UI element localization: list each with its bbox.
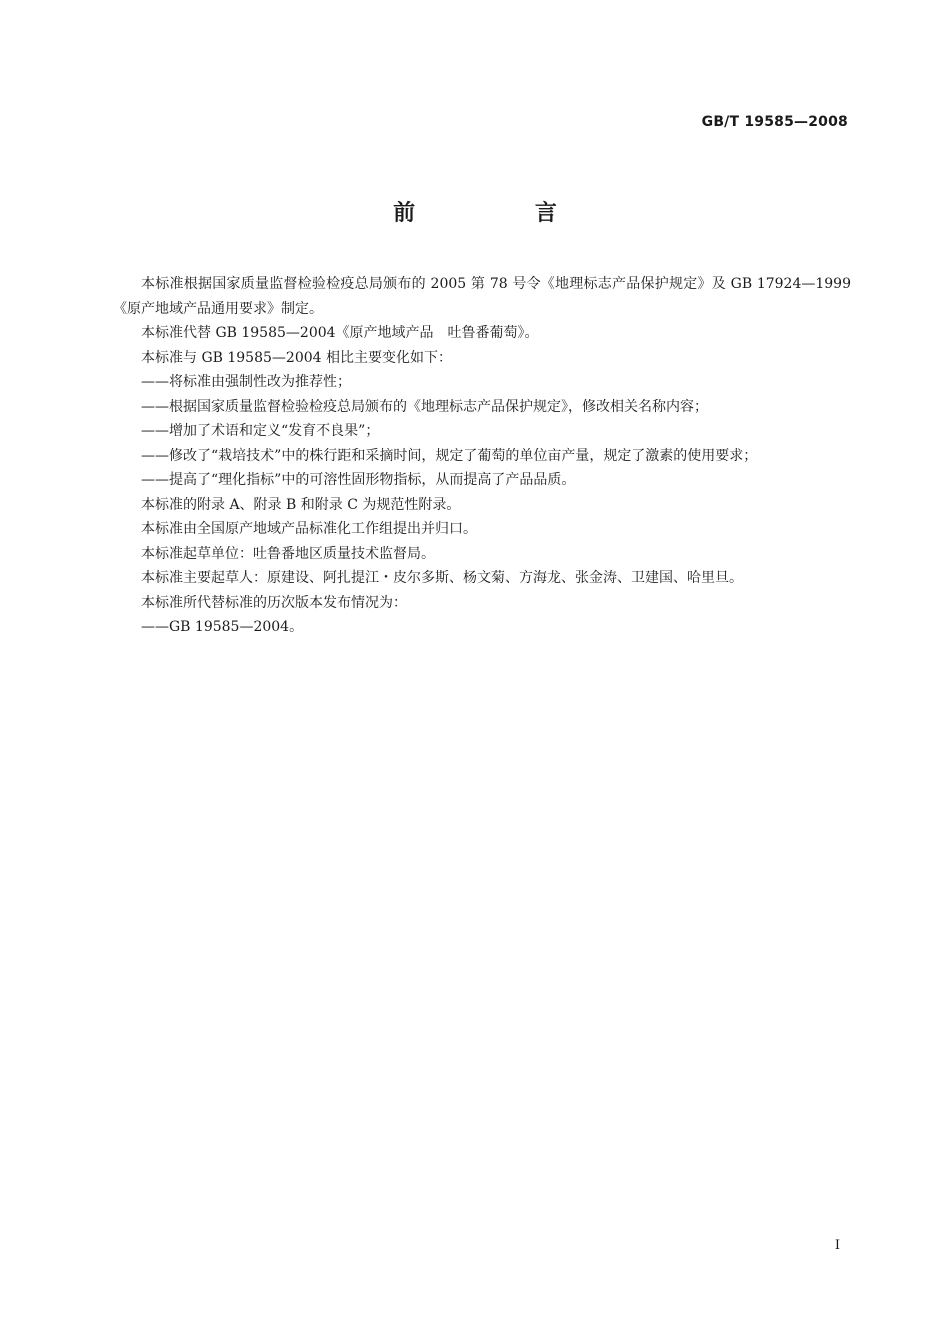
foreword-paragraph: 本标准主要起草人：原建设、阿扎提江・皮尔多斯、杨文菊、方海龙、张金涛、卫建国、哈里旦。: [141, 570, 743, 586]
version-history-item: ——GB 19585—2004。: [141, 619, 304, 635]
change-list-item: ——将标准由强制性改为推荐性；: [141, 374, 351, 390]
page-title: 前 言: [393, 201, 613, 226]
foreword-paragraph: 本标准所代替标准的历次版本发布情况为：: [141, 594, 407, 611]
foreword-paragraph: 本标准由全国原产地域产品标准化工作组提出并归口。: [141, 521, 477, 537]
foreword-paragraph: 本标准与 GB 19585—2004 相比主要变化如下：: [141, 349, 452, 366]
change-list-item: ——提高了“理化指标”中的可溶性固形物指标，从而提高了产品品质。: [141, 472, 576, 488]
standard-number: GB/T 19585—2008: [701, 114, 848, 130]
foreword-paragraph: 本标准根据国家质量监督检验检疫总局颁布的 2005 第 78 号令《地理标志产品保护规定》及 GB 17924—1999《原产地域产品通用要求》制定。: [113, 276, 851, 317]
change-list-item: ——根据国家质量监督检验检疫总局颁布的《地理标志产品保护规定》，修改相关名称内容；: [141, 398, 708, 415]
change-list-item: ——增加了术语和定义“发育不良果”；: [141, 423, 380, 439]
foreword-paragraph: 本标准代替 GB 19585—2004《原产地域产品 吐鲁番葡萄》。: [141, 325, 539, 341]
change-list-item: ——修改了“栽培技术”中的株行距和采摘时间，规定了葡萄的单位亩产量，规定了激素的使用要求；: [141, 447, 758, 464]
foreword-body: [113, 272, 851, 640]
foreword-paragraph: 本标准起草单位：吐鲁番地区质量技术监督局。: [141, 545, 435, 562]
page-number: I: [834, 1238, 840, 1253]
foreword-paragraph: 本标准的附录 A、附录 B 和附录 C 为规范性附录。: [141, 496, 461, 513]
